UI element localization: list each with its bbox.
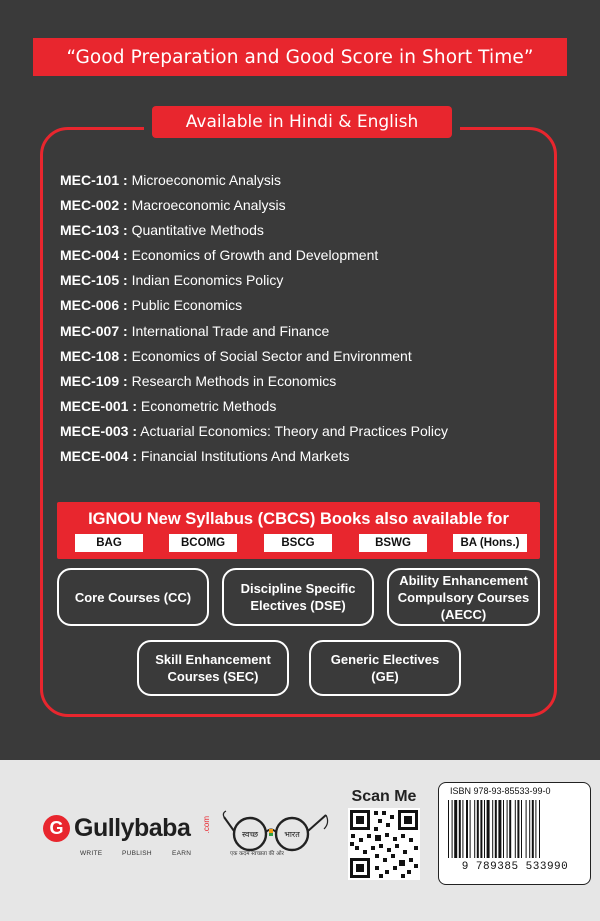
course-code: MEC-109 : xyxy=(60,372,128,389)
qr-code-icon xyxy=(348,808,420,880)
cbcs-title: IGNOU New Syllabus (CBCS) Books also available for xyxy=(88,510,509,528)
course-code: MEC-006 : xyxy=(60,297,128,314)
course-item xyxy=(60,322,550,347)
course-type-sec: Skill Enhancement Courses (SEC) xyxy=(137,640,289,696)
course-item xyxy=(60,171,550,196)
course-item xyxy=(60,296,550,321)
course-item xyxy=(60,196,550,221)
course-title: Financial Institutions And Markets xyxy=(137,448,350,465)
course-title: Research Methods in Economics xyxy=(127,372,337,389)
course-item xyxy=(60,347,550,372)
course-code: MEC-007 : xyxy=(60,322,128,339)
course-title: Actuarial Economics: Theory and Practices Policy xyxy=(137,422,449,439)
isbn-label: ISBN 978-93-85533-99-0 xyxy=(450,786,551,796)
logo-text: Gullybaba xyxy=(74,814,191,842)
course-list xyxy=(60,171,550,472)
logo-tagline-publish: PUBLISH xyxy=(122,850,152,857)
bharat-word: भारत xyxy=(284,830,300,839)
logo-mark: G xyxy=(43,815,70,842)
course-code: MEC-108 : xyxy=(60,347,128,364)
barcode-number: 9 789385 533990 xyxy=(461,861,569,873)
course-type-ge: Generic Electives (GE) xyxy=(309,640,461,696)
course-type-dse: Discipline Specific Electives (DSE) xyxy=(222,568,374,626)
language-banner: Available in Hindi & English xyxy=(152,106,452,138)
course-title: Economics of Social Sector and Environment xyxy=(127,347,412,364)
course-item xyxy=(60,221,550,246)
logo-tagline-write: WRITE xyxy=(80,850,103,857)
course-title: Economics of Growth and Development xyxy=(127,247,379,264)
course-code: MEC-002 : xyxy=(60,197,128,214)
logo-domain: .com xyxy=(202,816,211,834)
tagline-banner: “Good Preparation and Good Score in Short Time” xyxy=(33,38,567,76)
swachh-caption: एक कदम स्वच्छता की ओर xyxy=(230,851,284,857)
logo-tagline-earn: EARN xyxy=(172,850,192,857)
course-item xyxy=(60,246,550,271)
course-title: Microeconomic Analysis xyxy=(127,172,281,188)
course-code: MEC-101 : xyxy=(60,172,128,188)
program-chip-bswg: BSWG xyxy=(359,534,427,552)
course-code: MEC-103 : xyxy=(60,222,128,239)
course-code: MEC-105 : xyxy=(60,272,128,289)
scan-me-label: Scan Me xyxy=(351,788,417,805)
course-item xyxy=(60,447,550,472)
course-item xyxy=(60,397,550,422)
course-item xyxy=(60,422,550,447)
gullybaba-logo xyxy=(40,812,210,862)
course-title: Public Economics xyxy=(127,297,243,314)
program-chip-bscg: BSCG xyxy=(264,534,332,552)
course-type-cc: Core Courses (CC) xyxy=(57,568,209,626)
barcode-icon xyxy=(444,800,585,860)
course-item xyxy=(60,271,550,296)
swachh-word: स्वच्छ xyxy=(241,830,259,839)
program-chip-bag: BAG xyxy=(75,534,143,552)
course-code: MECE-004 : xyxy=(60,448,138,465)
course-code: MEC-004 : xyxy=(60,247,128,264)
course-title: Indian Economics Policy xyxy=(127,272,284,289)
program-chip-ba-hons: BA (Hons.) xyxy=(453,534,527,552)
course-code: MECE-003 : xyxy=(60,422,138,439)
course-title: Econometric Methods xyxy=(137,397,277,414)
cbcs-banner xyxy=(57,502,540,559)
course-title: International Trade and Finance xyxy=(127,322,330,339)
course-type-aecc: Ability Enhancement Compulsory Courses (AECC) xyxy=(387,568,540,626)
course-title: Macroeconomic Analysis xyxy=(127,197,286,214)
course-item xyxy=(60,372,550,397)
program-chip-bcomg: BCOMG xyxy=(169,534,237,552)
course-title: Quantitative Methods xyxy=(127,222,264,239)
course-code: MECE-001 : xyxy=(60,397,138,414)
